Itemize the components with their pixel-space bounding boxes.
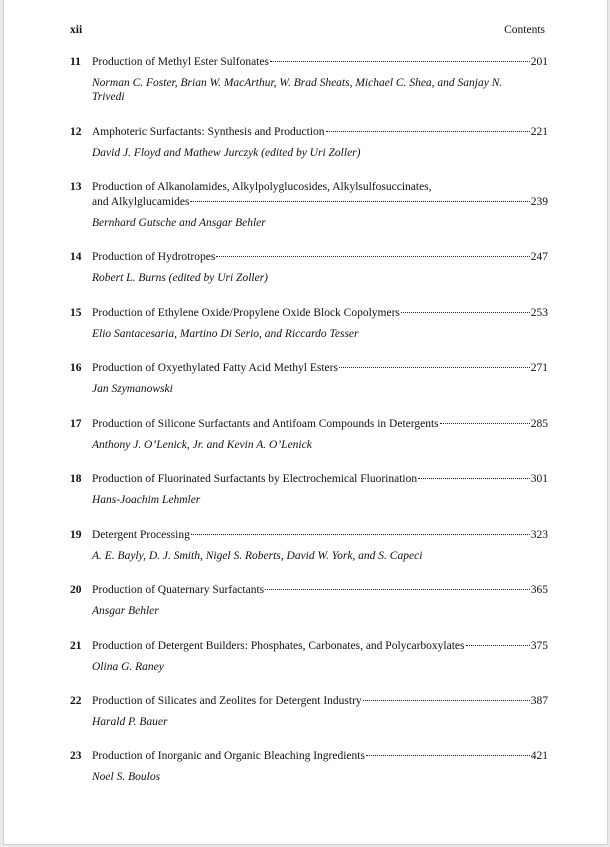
chapter-title: Production of Silicates and Zeolites for Detergent Industry — [92, 695, 362, 707]
chapter-title: and Alkylglucamides — [92, 196, 190, 208]
chapter-authors: A. E. Bayly, D. J. Smith, Nigel S. Roberts, David W. York, and S. Capeci — [92, 550, 423, 562]
chapter-title: Production of Silicone Surfactants and Antifoam Compounds in Detergents — [92, 418, 439, 430]
toc-entry[interactable] — [70, 250, 548, 285]
toc-entry[interactable] — [70, 694, 548, 729]
chapter-authors: Harald P. Bauer — [92, 716, 168, 728]
chapter-title: Production of Quaternary Surfactants — [92, 584, 265, 596]
toc-entry[interactable] — [70, 639, 548, 674]
chapter-authors: Olina G. Raney — [92, 661, 164, 673]
chapter-page-number: 365 — [530, 584, 548, 596]
chapter-number: 14 — [70, 251, 82, 263]
chapter-page-number: 239 — [530, 196, 548, 208]
chapter-number: 22 — [70, 695, 82, 707]
chapter-page-number: 201 — [530, 56, 548, 68]
dot-leader — [418, 478, 530, 479]
chapter-title-row — [92, 694, 548, 709]
chapter-page-number: 323 — [530, 529, 548, 541]
chapter-page-number: 421 — [530, 750, 548, 762]
dot-leader — [466, 645, 530, 646]
chapter-authors: Hans-Joachim Lehmler — [92, 494, 201, 506]
dot-leader — [270, 61, 530, 62]
chapter-page-number: 271 — [530, 362, 548, 374]
chapter-title-row — [92, 472, 548, 487]
chapter-authors: Jan Szymanowski — [92, 383, 173, 395]
chapter-title: Production of Inorganic and Organic Bleaching Ingredients — [92, 750, 365, 762]
chapter-title-row — [92, 583, 548, 598]
chapter-number: 16 — [70, 362, 82, 374]
toc-entry[interactable] — [70, 361, 548, 396]
dot-leader — [191, 534, 530, 535]
chapter-number: 13 — [70, 181, 82, 193]
chapter-page-number: 301 — [530, 473, 548, 485]
chapter-title: Detergent Processing — [92, 529, 190, 541]
chapter-number: 18 — [70, 473, 82, 485]
toc-entry[interactable] — [70, 306, 548, 341]
dot-leader — [326, 131, 530, 132]
chapter-title-row — [92, 417, 548, 432]
chapter-page-number: 375 — [530, 640, 548, 652]
chapter-title: Production of Hydrotropes — [92, 251, 216, 263]
chapter-authors: Bernhard Gutsche and Ansgar Behler — [92, 217, 266, 229]
dot-leader — [366, 755, 530, 756]
chapter-authors: Anthony J. O’Lenick, Jr. and Kevin A. O’Lenick — [92, 439, 312, 451]
toc-entry[interactable] — [70, 125, 548, 160]
chapter-authors: Noel S. Boulos — [92, 771, 161, 783]
chapter-title: Production of Ethylene Oxide/Propylene Oxide Block Copolymers — [92, 307, 400, 319]
dot-leader — [363, 700, 530, 701]
chapter-number: 12 — [70, 126, 82, 138]
dot-leader — [190, 201, 529, 202]
toc-entry[interactable] — [70, 180, 548, 230]
dot-leader — [265, 589, 530, 590]
chapter-page-number: 387 — [530, 695, 548, 707]
chapter-authors: Norman C. Foster, Brian W. MacArthur, W. Brad Sheats, Michael C. Shea, and Sanjay N. Trivedi — [92, 77, 503, 103]
chapter-authors: Robert L. Burns (edited by Uri Zoller) — [92, 272, 268, 284]
chapter-title: Production of Oxyethylated Fatty Acid Methyl Esters — [92, 362, 338, 374]
chapter-title-row — [92, 250, 548, 265]
dot-leader — [401, 312, 530, 313]
chapter-title-row — [92, 55, 548, 70]
chapter-authors: Ansgar Behler — [92, 605, 159, 617]
running-title: Contents — [504, 24, 545, 36]
toc-entry[interactable] — [70, 528, 548, 563]
chapter-title-row — [92, 125, 548, 140]
dot-leader — [339, 367, 530, 368]
chapter-number: 21 — [70, 640, 82, 652]
chapter-page-number: 253 — [530, 307, 548, 319]
chapter-title-row — [92, 306, 548, 321]
chapter-authors: Elio Santacesaria, Martino Di Serio, and Riccardo Tesser — [92, 328, 359, 340]
chapter-authors: David J. Floyd and Mathew Jurczyk (edited by Uri Zoller) — [92, 147, 361, 159]
chapter-title-row — [92, 528, 548, 543]
toc-entry[interactable] — [70, 749, 548, 784]
chapter-number: 15 — [70, 307, 82, 319]
chapter-number: 19 — [70, 529, 82, 541]
chapter-number: 17 — [70, 418, 82, 430]
toc-entry[interactable] — [70, 472, 548, 507]
chapter-page-number: 247 — [530, 251, 548, 263]
chapter-number: 20 — [70, 584, 82, 596]
toc-entry[interactable] — [70, 417, 548, 452]
dot-leader — [216, 256, 529, 257]
chapter-title: Production of Detergent Builders: Phosphates, Carbonates, and Polycarboxylates — [92, 640, 465, 652]
toc-entry[interactable] — [70, 55, 548, 104]
chapter-number: 23 — [70, 750, 82, 762]
chapter-page-number: 221 — [530, 126, 548, 138]
chapter-title: Amphoteric Surfactants: Synthesis and Production — [92, 126, 325, 138]
dot-leader — [440, 423, 530, 424]
chapter-title-row — [92, 361, 548, 376]
document-page — [3, 0, 608, 845]
chapter-title: Production of Methyl Ester Sulfonates — [92, 56, 269, 68]
chapter-title: Production of Fluorinated Surfactants by Electrochemical Fluorination — [92, 473, 418, 485]
chapter-title-row — [92, 639, 548, 654]
chapter-page-number: 285 — [530, 418, 548, 430]
chapter-number: 11 — [70, 56, 81, 68]
toc-entry[interactable] — [70, 583, 548, 618]
chapter-title-line: Production of Alkanolamides, Alkylpolyglucosides, Alkylsulfosuccinates, — [92, 181, 432, 193]
chapter-title-row — [92, 749, 548, 764]
chapter-title-row — [92, 195, 548, 210]
page-number: xii — [70, 24, 83, 36]
